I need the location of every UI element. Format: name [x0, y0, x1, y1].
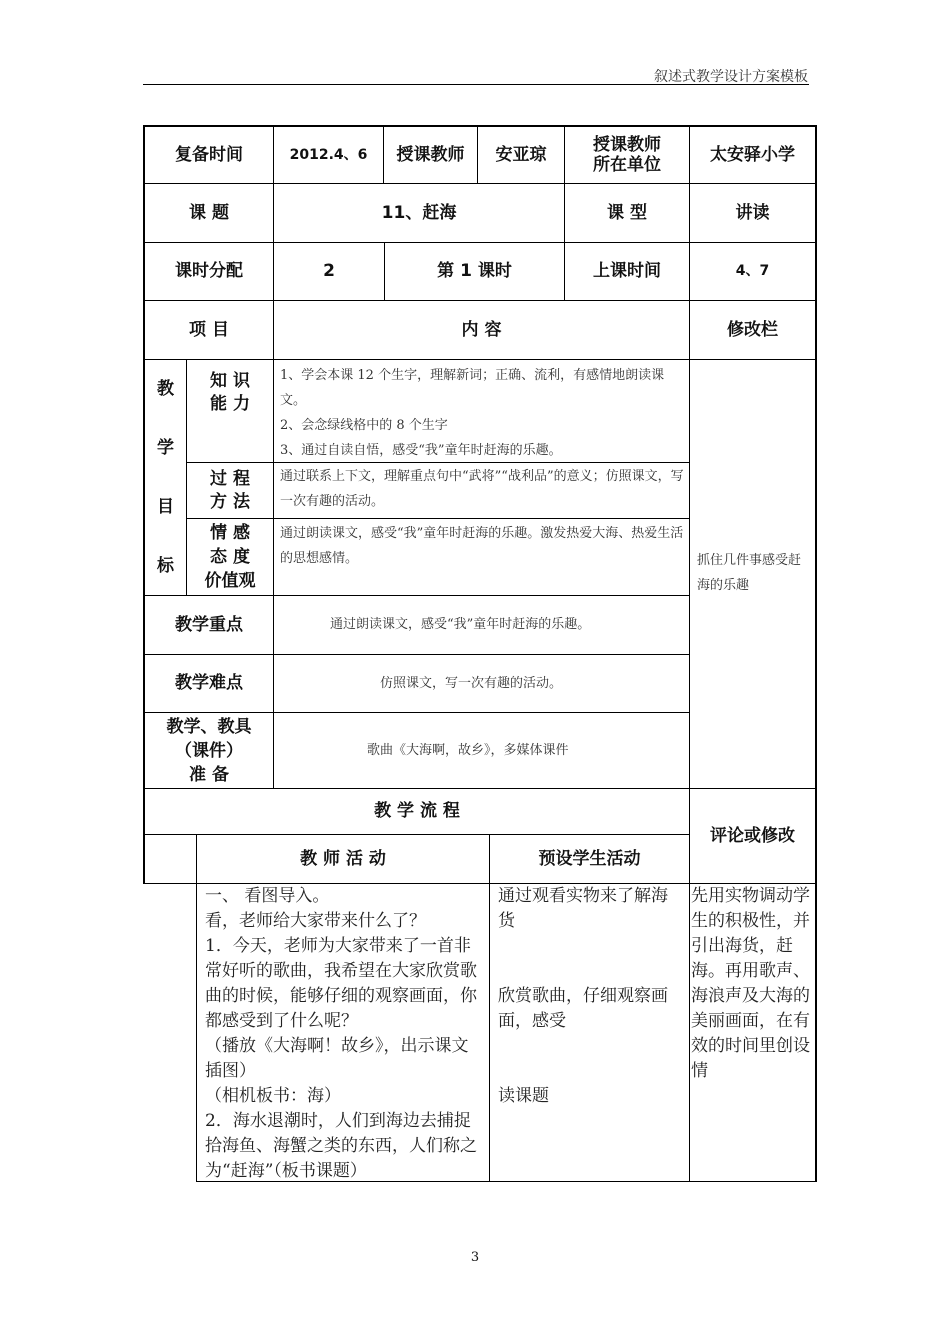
knowledge-ability-text: 1、学会本课 12 个生字，理解新词；正确、流利，有感情地朗读课文。 2、会念绿线格中的 8 个生字 3、通过自读自悟，感受“我”童年时赶海的乐趣。	[280, 368, 665, 458]
teacher-activity-text: 一、 看图导入。 看，老师给大家带来什么了？ 1．今天，老师为大家带来了一首非常好听的歌曲，我希望在大家欣赏歌曲的时候，能够仔细的观察画面，你都感受到了什么呢？ （播放《大海啊！故乡》，出示课文插图） （相机板书：海） 2．海水退潮时，人们到海边去捕捉拾海鱼、海蟹之类的东西，人们称之为“赶海”（板书课题）	[205, 886, 477, 1181]
review-time-value: 2012.4、6	[289, 146, 368, 163]
class-time-value: 4、7	[735, 263, 770, 280]
teacher-name: 安亚琼	[495, 144, 547, 165]
comment-header: 评论或修改	[710, 825, 795, 846]
key-point-text: 通过朗读课文，感受“我”童年时赶海的乐趣。	[330, 617, 591, 633]
label-materials: 教学、教具 （课件） 准 备	[166, 716, 252, 785]
header-divider	[143, 84, 809, 85]
label-revision: 修改栏	[727, 319, 778, 340]
knowledge-ability-label: 知 识 能 力	[210, 371, 250, 414]
label-difficulty: 教学难点	[175, 673, 243, 694]
periods-value: 2	[323, 261, 335, 282]
teaching-goals-label: 教 学 目 标	[157, 379, 174, 577]
topic-value: 11、赶海	[381, 202, 457, 223]
page-number: 3	[470, 1250, 480, 1265]
student-activity-text: 通过观看实物来了解海货 欣赏歌曲，仔细观察画面，感受 读课题	[498, 886, 668, 1106]
label-periods: 课时分配	[175, 261, 243, 282]
label-lesson-type: 课 型	[607, 202, 647, 223]
lesson-type-value: 讲读	[735, 202, 770, 223]
label-class-time: 上课时间	[593, 261, 661, 282]
revision-note: 抓住几件事感受赶海的乐趣	[697, 553, 802, 593]
teacher-unit-value: 太安驿小学	[710, 144, 795, 165]
label-teacher: 授课教师	[396, 144, 465, 165]
process-method-text: 通过联系上下文，理解重点句中“武将”“战利品”的意义；仿照课文，写一次有趣的活动。	[280, 469, 684, 509]
document-header-title: 叙述式教学设计方案模板	[654, 69, 808, 85]
current-period: 第 1 课时	[437, 261, 512, 282]
emotion-attitude-label: 情 感 态 度 价值观	[204, 523, 256, 591]
label-review-time: 复备时间	[175, 144, 243, 165]
process-method-label: 过 程 方 法	[210, 468, 250, 512]
difficulty-text: 仿照课文，写一次有趣的活动。	[380, 675, 563, 691]
comment-text: 先用实物调动学生的积极性，并引出海货，赶海。再用歌声、海浪声及大海的美丽画面，在有效的时间里创设情	[691, 886, 810, 1081]
label-teacher-unit: 授课教师所在单位	[593, 135, 661, 175]
student-activity-header: 预设学生活动	[538, 848, 641, 869]
teacher-activity-header: 教 师 活 动	[300, 848, 386, 869]
materials-text: 歌曲《大海啊，故乡》，多媒体课件	[367, 742, 569, 758]
emotion-attitude-text: 通过朗读课文，感受“我”童年时赶海的乐趣。激发热爱大海、热爱生活的思想感情。	[280, 526, 684, 566]
teaching-flow-title: 教 学 流 程	[374, 801, 460, 822]
label-item: 项 目	[189, 319, 229, 340]
label-topic: 课 题	[189, 202, 229, 223]
label-content: 内 容	[461, 319, 502, 340]
label-key-point: 教学重点	[175, 614, 243, 635]
